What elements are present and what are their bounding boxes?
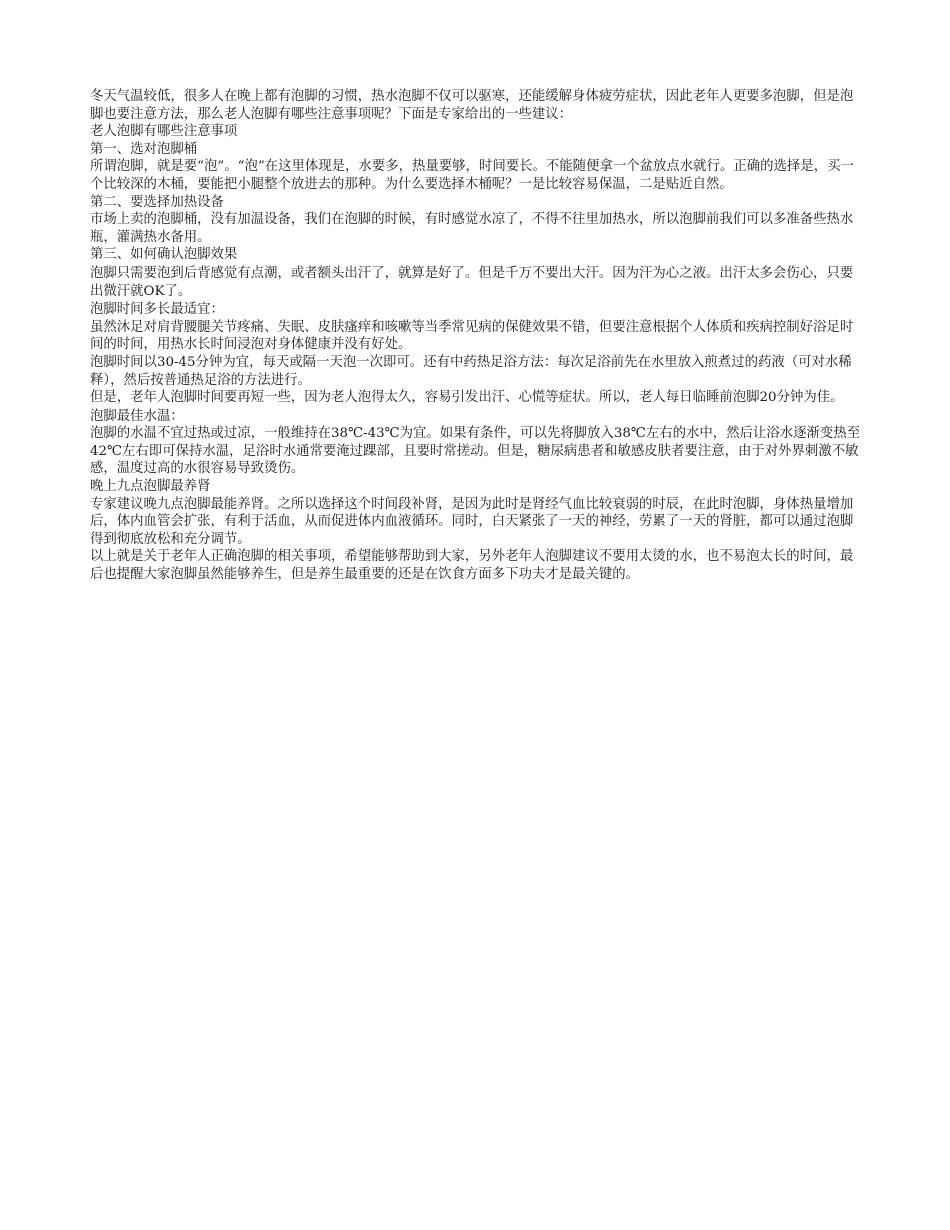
subheading-duration: 泡脚时间多长最适宜： (90, 302, 224, 318)
section-heading-precautions: 老人泡脚有哪些注意事项 (90, 124, 238, 140)
subheading-confirm-effect: 第三、如何确认泡脚效果 (90, 247, 238, 263)
subheading-nine-pm: 晚上九点泡脚最养肾 (90, 479, 211, 495)
subheading-water-temperature: 泡脚最佳水温： (90, 408, 184, 424)
paragraph-confirm-effect: 泡脚只需要泡到后背感觉有点潮，或者额头出汗了，就算是好了。但是千万不要出大汗。因为汗为心之液。出汗太多会伤心，只要出微汗就OK了。 (90, 265, 854, 299)
paragraph-duration-time: 泡脚时间以30-45分钟为宜，每天或隔一天泡一次即可。还有中药热足浴方法：每次足浴前先在水里放入煎煮过的药液（可对水稀释），然后按普通热足浴的方法进行。 (90, 354, 852, 388)
article-body (90, 88, 862, 584)
conclusion-paragraph: 以上就是关于老年人正确泡脚的相关事项，希望能够帮助到大家，另外老年人泡脚建议不要用太烫的水，也不易泡太长的时间，最后也提醒大家泡脚虽然能够养生，但是养生最重要的还是在饮食方面多下功夫才是最关键的。 (90, 549, 854, 583)
paragraph-heating-device: 市场上卖的泡脚桶，没有加温设备，我们在泡脚的时候，有时感觉水凉了，不得不往里加热水，所以泡脚前我们可以多准备些热水瓶，灌满热水备用。 (90, 212, 854, 245)
paragraph-duration-elderly: 但是，老年人泡脚时间要再短一些，因为老人泡得太久，容易引发出汗、心慌等症状。所以，老人每日临睡前泡脚20分钟为佳。 (90, 390, 844, 406)
intro-paragraph: 冬天气温较低，很多人在晚上都有泡脚的习惯，热水泡脚不仅可以驱寒，还能缓解身体疲劳症状，因此老年人更要多泡脚，但是泡脚也要注意方法，那么老人泡脚有哪些注意事项呢？下面是专家给出的一些建议： (90, 89, 854, 122)
subheading-choose-bucket: 第一、选对泡脚桶 (90, 141, 198, 157)
subheading-heating-device: 第二、要选择加热设备 (90, 194, 224, 210)
paragraph-choose-bucket: 所谓泡脚，就是要“泡”。“泡”在这里体现是，水要多，热量要够，时间要长。不能随便拿一个盆放点水就行。正确的选择是，买一个比较深的木桶，要能把小腿整个放进去的那种。为什么要选择木桶呢？一是比较容易保温，二是贴近自然。 (90, 159, 854, 192)
paragraph-duration-benefits: 虽然沐足对肩背腰腿关节疼痛、失眠、皮肤瘙痒和咳嗽等当季常见病的保健效果不错，但要注意根据个人体质和疾病控制好浴足时间的时间，用热水长时间浸泡对身体健康并没有好处。 (90, 319, 854, 353)
paragraph-water-temperature: 泡脚的水温不宜过热或过凉，一般维持在38℃-43℃为宜。如果有条件，可以先将脚放入38℃左右的水中，然后让浴水逐渐变热至42℃左右即可保持水温，足浴时水通常要淹过踝部，且要时常搓动。但是，糖尿病患者和敏感皮肤者要注意，由于对外界刺激不敏感，温度过高的水很容易导致烫伤。 (90, 426, 861, 477)
paragraph-nine-pm: 专家建议晚九点泡脚最能养肾。之所以选择这个时间段补肾，是因为此时是肾经气血比较衰弱的时辰，在此时泡脚，身体热量增加后，体内血管会扩张，有利于活血，从而促进体内血液循环。同时，白天紧张了一天的神经，劳累了一天的肾脏，都可以通过泡脚得到彻底放松和充分调节。 (90, 496, 854, 547)
